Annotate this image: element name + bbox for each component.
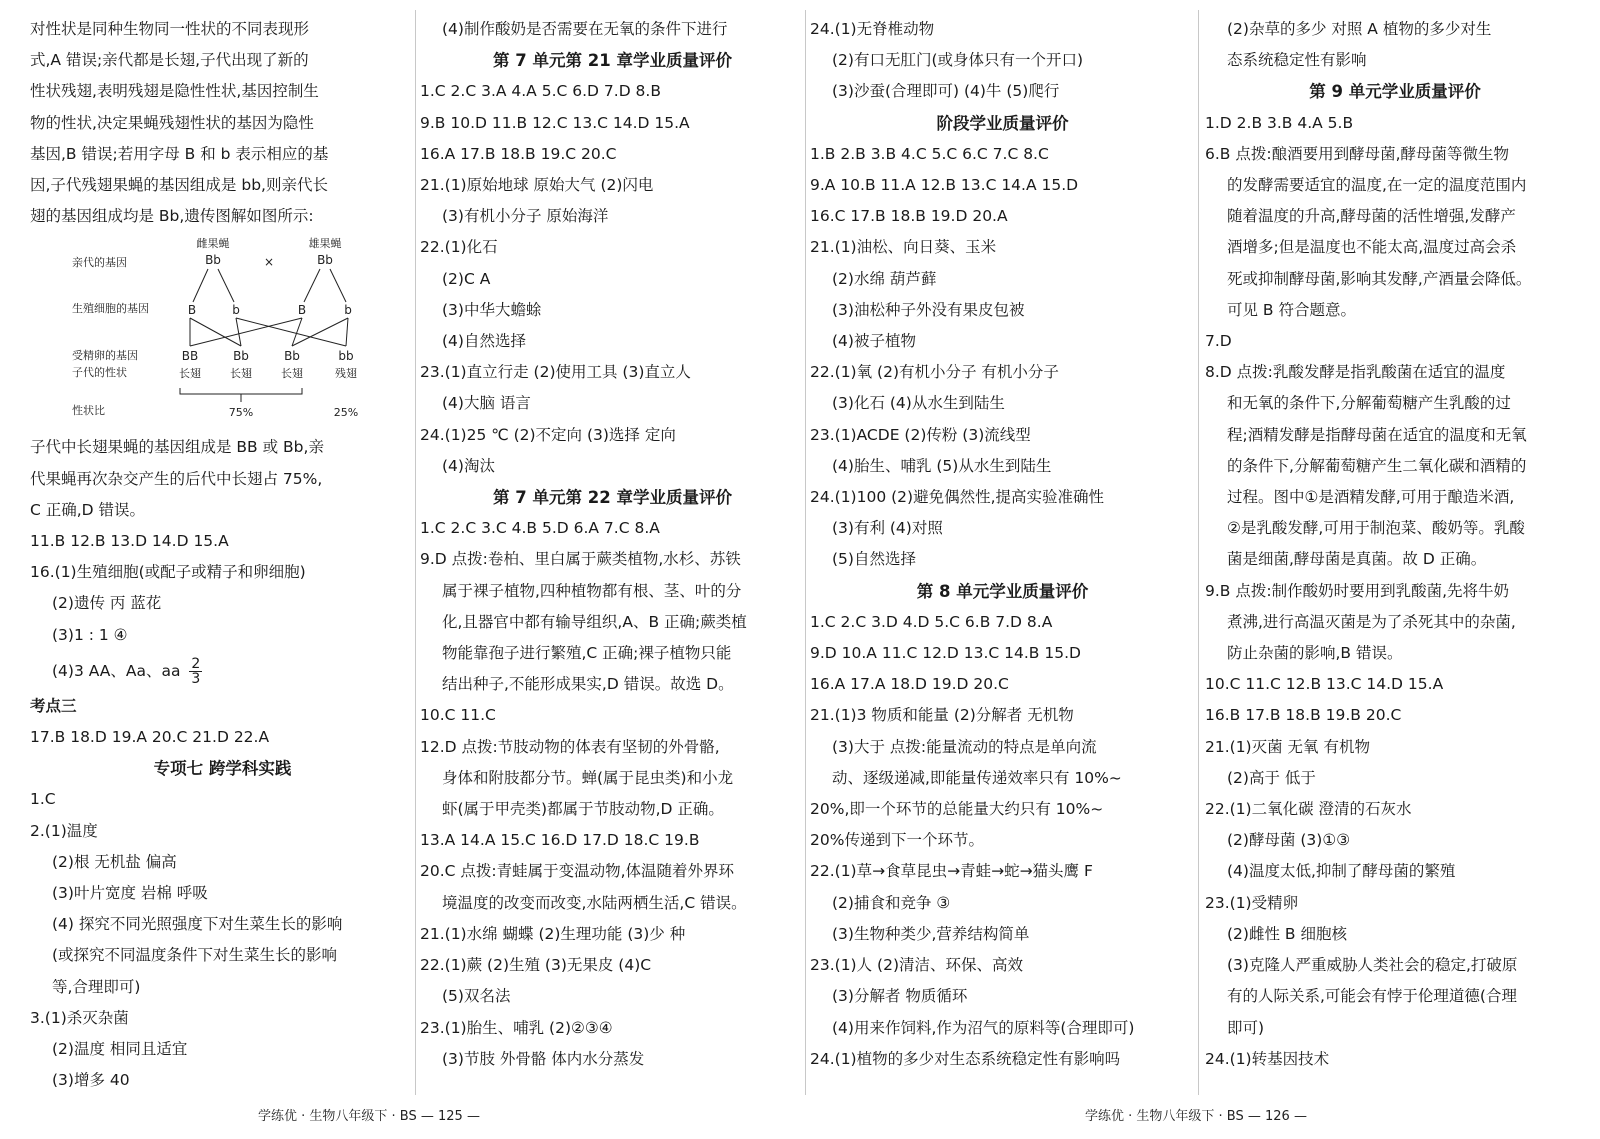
answer-line: 23.(1)直立行走 (2)使用工具 (3)直立人	[420, 363, 691, 382]
answer-line: 动、逐级递减,即能量传递效率只有 10%~	[832, 768, 1122, 787]
answer-line: (2)遗传 丙 蓝花	[52, 594, 162, 613]
fertilization-line	[190, 318, 302, 346]
fraction-numerator: 2	[191, 655, 201, 672]
answer-line: 9.A 10.B 11.A 12.B 13.C 14.A 15.D	[810, 176, 1079, 195]
section-heading: 第 8 单元学业质量评价	[916, 581, 1089, 601]
answer-line: 16.(1)生殖细胞(或配子或精子和卵细胞)	[30, 563, 306, 582]
answer-line: 和无氧的条件下,分解葡萄糖产生乳酸的过	[1227, 394, 1511, 413]
answer-line: 9.D 10.A 11.C 12.D 13.C 14.B 15.D	[810, 644, 1081, 663]
answer-line: 12.D 点拨:节肢动物的体表有坚韧的外骨骼,	[420, 737, 720, 756]
answer-line: (3)中华大蟾蜍	[442, 300, 542, 319]
column-divider	[805, 10, 806, 1095]
answer-line: 24.(1)植物的多少对生态系统稳定性有影响吗	[810, 1049, 1121, 1068]
answer-line: 等,合理即可)	[52, 977, 141, 996]
answer-line: (2)高于 低于	[1227, 768, 1316, 787]
answer-line: 境温度的改变而改变,水陆两栖生活,C 错误。	[442, 893, 747, 912]
answer-line: 的条件下,分解葡萄糖产生二氧化碳和酒精的	[1227, 456, 1527, 475]
answer-line: 1.C 2.C 3.A 4.A 5.C 6.D 7.D 8.B	[420, 82, 661, 101]
parent-male-label: 雄果蝇	[308, 237, 342, 251]
genetics-cross-diagram	[30, 236, 415, 426]
answer-line: 21.(1)灭菌 无氧 有机物	[1205, 737, 1370, 756]
text-block	[810, 139, 1195, 576]
section-heading: 考点三	[30, 696, 77, 715]
answer-line: (4)淘汰	[442, 456, 495, 475]
parent-female-label: 雌果蝇	[196, 237, 230, 251]
answer-line: 有的人际关系,可能会有悖于伦理道德(合理	[1227, 987, 1517, 1006]
page-footer-right: 学练优 · 生物八年级下 · BS — 126 —	[1085, 1109, 1307, 1124]
text-block	[30, 784, 415, 1096]
answer-line: 态系统稳定性有影响	[1227, 51, 1367, 70]
page-footer-left: 学练优 · 生物八年级下 · BS — 125 —	[258, 1109, 480, 1124]
answer-line: (3)化石 (4)从水生到陆生	[832, 394, 1005, 413]
gamete-line	[218, 269, 234, 302]
answer-line: 22.(1)二氧化碳 澄清的石灰水	[1205, 800, 1412, 819]
fraction	[189, 657, 202, 686]
section-heading: 第 9 单元学业质量评价	[1309, 82, 1481, 102]
row-label-ratio: 性状比	[72, 404, 105, 418]
answer-line: 17.B 18.D 19.A 20.C 21.D 22.A	[30, 728, 270, 747]
answer-line: 22.(1)蕨 (2)生殖 (3)无果皮 (4)C	[420, 956, 652, 975]
answer-line: 可见 B 符合题意。	[1227, 300, 1356, 319]
section-heading: 第 7 单元第 22 章学业质量评价	[493, 488, 732, 508]
text-block	[30, 432, 415, 526]
row-label-zygote-genes: 受精卵的基因	[72, 349, 138, 363]
answer-line: (4) 探究不同光照强度下对生菜生长的影响	[52, 915, 343, 934]
answer-line: 1.C	[30, 790, 56, 809]
answer-line: 20.C 点拨:青蛙属于变温动物,体温随着外界环	[420, 862, 735, 881]
parent-genotype-left: Bb	[205, 253, 221, 268]
answer-line: 16.A 17.A 18.D 19.D 20.C	[810, 675, 1009, 694]
answer-line: 煮沸,进行高温灭菌是为了杀死其中的杂菌,	[1227, 612, 1516, 631]
answer-line: (5)自然选择	[832, 550, 916, 569]
answer-line: 9.B 10.D 11.B 12.C 13.C 14.D 15.A	[420, 113, 690, 132]
answer-line: (2)杂草的多少 对照 A 植物的多少对生	[1227, 20, 1492, 38]
answer-line: 16.C 17.B 18.B 19.D 20.A	[810, 207, 1008, 226]
answer-line: 子代中长翅果蝇的基因组成是 BB 或 Bb,亲	[30, 438, 324, 457]
answer-line: (3)克隆人严重威胁人类社会的稳定,打破原	[1227, 956, 1518, 975]
answer-line: 16.A 17.B 18.B 19.C 20.C	[420, 144, 617, 163]
answer-line: (4)温度太低,抑制了酵母菌的繁殖	[1227, 862, 1456, 881]
answer-line: 20%,即一个环节的总能量大约只有 10%~	[810, 800, 1104, 819]
trait: 长翅	[230, 367, 252, 381]
answer-line: (5)双名法	[442, 987, 511, 1006]
answer-line: 6.B 点拨:酿酒要用到酵母菌,酵母菌等微生物	[1205, 144, 1509, 163]
text-block	[1205, 108, 1585, 1075]
answer-line: 结出种子,不能形成果实,D 错误。故选 D。	[442, 675, 734, 694]
answer-line: C 正确,D 错误。	[30, 500, 146, 519]
column-divider	[415, 10, 416, 1095]
text-block	[810, 14, 1195, 108]
text-block	[30, 14, 415, 232]
answer-line: 代果蝇再次杂交产生的后代中长翅占 75%,	[30, 469, 323, 488]
answer-line: (2)酵母菌 (3)①③	[1227, 831, 1351, 850]
answer-line: 16.B 17.B 18.B 19.B 20.C	[1205, 706, 1402, 725]
fertilization-line	[236, 318, 241, 346]
ratio-recessive: 25%	[333, 406, 359, 420]
answer-line: 菌是细菌,酵母菌是真菌。故 D 正确。	[1227, 550, 1487, 569]
answer-line: (2)有口无肛门(或身体只有一个开口)	[832, 51, 1084, 70]
answer-line: 1.B 2.B 3.B 4.C 5.C 6.C 7.C 8.C	[810, 144, 1049, 163]
answer-text: (4)3 AA、Aa、aa	[52, 661, 181, 680]
answer-line: 因,子代残翅果蝇的基因组成是 bb,则亲代长	[30, 176, 328, 195]
answer-line: 24.(1)无脊椎动物	[810, 20, 935, 38]
answer-line: 虾(属于甲壳类)都属于节肢动物,D 正确。	[442, 800, 724, 819]
answer-line: 随着温度的升高,酵母菌的活性增强,发酵产	[1227, 207, 1516, 226]
answer-line: 22.(1)氧 (2)有机小分子 有机小分子	[810, 363, 1059, 382]
zygote: bb	[338, 349, 354, 364]
answer-line: (4)制作酸奶是否需要在无氧的条件下进行	[442, 20, 728, 38]
answer-line: (3)大于 点拨:能量流动的特点是单向流	[832, 737, 1097, 756]
answer-line: ②是乳酸发酵,可用于制泡菜、酸奶等。乳酸	[1227, 519, 1525, 538]
text-block	[1205, 14, 1585, 76]
answer-line: (3)叶片宽度 岩棉 呼吸	[52, 884, 208, 903]
answer-line: 身体和附肢都分节。蝉(属于昆虫类)和小龙	[442, 768, 734, 787]
column-divider	[1198, 10, 1199, 1095]
answer-line: (3)有机小分子 原始海洋	[442, 207, 609, 226]
answer-line: 1.C 2.C 3.C 4.B 5.D 6.A 7.C 8.A	[420, 519, 660, 538]
zygote: Bb	[233, 349, 249, 364]
fraction-denominator: 3	[191, 670, 201, 687]
section-heading: 第 7 单元第 21 章学业质量评价	[493, 51, 732, 71]
answer-line: (3)油松种子外没有果皮包被	[832, 300, 1025, 319]
answer-line: 21.(1)3 物质和能量 (2)分解者 无机物	[810, 706, 1074, 725]
answer-line: 21.(1)水绵 蝴蝶 (2)生理功能 (3)少 种	[420, 924, 686, 943]
answer-line: (3)沙蚕(合理即可) (4)牛 (5)爬行	[832, 82, 1060, 101]
answer-line: 23.(1)受精卵	[1205, 893, 1299, 912]
column-4	[1205, 14, 1585, 1075]
section-heading: 阶段学业质量评价	[936, 113, 1069, 133]
answer-line: 化,且器官中都有输导组织,A、B 正确;蕨类植	[442, 612, 747, 631]
answer-line: 性状残翅,表明残翅是隐性性状,基因控制生	[30, 82, 319, 101]
answer-line: 24.(1)100 (2)避免偶然性,提高实验准确性	[810, 488, 1105, 507]
answer-line: 10.C 11.C	[420, 706, 496, 725]
answer-line: 20%传递到下一个环节。	[810, 831, 984, 850]
answer-line: 22.(1)草→食草昆虫→青蛙→蛇→猫头鹰 F	[810, 862, 1093, 881]
answer-line: (或探究不同温度条件下对生菜生长的影响	[52, 946, 338, 965]
answer-line: (2)水绵 葫芦藓	[832, 269, 937, 288]
zygote: Bb	[284, 349, 300, 364]
cross-symbol: ×	[263, 255, 275, 270]
answer-line: 物能靠孢子进行繁殖,C 正确;裸子植物只能	[442, 644, 732, 663]
answer-line: 式,A 错误;亲代都是长翅,子代出现了新的	[30, 51, 309, 70]
row-label-offspring-traits: 子代的性状	[72, 366, 127, 380]
answer-line: 程;酒精发酵是指酵母菌在适宜的温度和无氧	[1227, 425, 1527, 444]
parent-genotype-right: Bb	[317, 253, 333, 268]
answer-line: 属于裸子植物,四种植物都有根、茎、叶的分	[442, 581, 742, 600]
gamete: B	[187, 303, 197, 318]
answer-line: 23.(1)人 (2)清洁、环保、高效	[810, 956, 1023, 975]
answer-line: 8.D 点拨:乳酸发酵是指乳酸菌在适宜的温度	[1205, 363, 1506, 382]
fertilization-line	[346, 318, 348, 346]
answer-line: (2)根 无机盐 偏高	[52, 852, 177, 871]
answer-line	[30, 651, 415, 691]
answer-line: 10.C 11.C 12.B 13.C 14.D 15.A	[1205, 675, 1444, 694]
answer-line: (2)C A	[442, 269, 491, 288]
answer-line: (2)雌性 B 细胞核	[1227, 924, 1347, 943]
answer-line: (4)被子植物	[832, 332, 916, 351]
answer-line: (4)自然选择	[442, 332, 526, 351]
answer-line: 11.B 12.B 13.D 14.D 15.A	[30, 532, 229, 551]
answer-line: 23.(1)胎生、哺乳 (2)②③④	[420, 1018, 613, 1037]
answer-line: 过程。图中①是酒精发酵,可用于酿造米酒,	[1227, 488, 1515, 507]
answer-line: 1.D 2.B 3.B 4.A 5.B	[1205, 113, 1354, 132]
answer-line: (2)温度 相同且适宜	[52, 1040, 188, 1059]
answer-line: 21.(1)油松、向日葵、玉米	[810, 238, 997, 257]
gamete: b	[344, 303, 352, 318]
fertilization-line	[190, 318, 241, 346]
answer-line: 24.(1)25 ℃ (2)不定向 (3)选择 定向	[420, 425, 676, 444]
answer-line: 物的性状,决定果蝇残翅性状的基因为隐性	[30, 113, 314, 132]
answer-line: (2)捕食和竞争 ③	[832, 893, 951, 912]
answer-line: 酒增多;但是温度也不能太高,温度过高会杀	[1227, 238, 1517, 257]
answer-line: (3)生物种类少,营养结构简单	[832, 924, 1030, 943]
gamete-line	[304, 269, 320, 302]
answer-line: 即可)	[1227, 1018, 1265, 1037]
gamete: B	[297, 303, 307, 318]
answer-line: (3)增多 40	[52, 1071, 130, 1090]
answer-line: (4)用来作饲料,作为沼气的原料等(合理即可)	[832, 1018, 1135, 1037]
answer-line: 3.(1)杀灭杂菌	[30, 1008, 129, 1027]
gamete-line	[330, 269, 346, 302]
answer-line: (4)大脑 语言	[442, 394, 531, 413]
answer-line: 的发酵需要适宜的温度,在一定的温度范围内	[1227, 176, 1527, 195]
answer-line: 21.(1)原始地球 原始大气 (2)闪电	[420, 176, 654, 195]
section-heading: 专项七 跨学科实践	[153, 759, 292, 779]
answer-line: (3)分解者 物质循环	[832, 987, 968, 1006]
gamete: b	[232, 303, 240, 318]
trait: 残翅	[335, 367, 357, 381]
row-label-gamete-genes: 生殖细胞的基因	[72, 302, 149, 316]
answer-line: 死或抑制酵母菌,影响其发酵,产酒量会降低。	[1227, 269, 1532, 288]
column-2	[420, 14, 805, 1075]
answer-line: (4)胎生、哺乳 (5)从水生到陆生	[832, 456, 1052, 475]
answer-line: 23.(1)ACDE (2)传粉 (3)流线型	[810, 425, 1031, 444]
text-block	[810, 607, 1195, 1075]
answer-line: 13.A 14.A 15.C 16.D 17.D 18.C 19.B	[420, 831, 700, 850]
gamete-line	[193, 269, 208, 302]
answer-line: 9.D 点拨:卷柏、里白属于蕨类植物,水杉、苏铁	[420, 550, 741, 569]
ratio-dominant: 75%	[228, 406, 254, 420]
answer-line: 基因,B 错误;若用字母 B 和 b 表示相应的基	[30, 144, 329, 163]
answer-line: 7.D	[1205, 332, 1232, 351]
answer-line: 对性状是同种生物同一性状的不同表现形	[30, 20, 310, 38]
answer-line: 2.(1)温度	[30, 821, 98, 840]
zygote: BB	[181, 349, 199, 364]
column-3	[810, 14, 1195, 1075]
answer-line: 翅的基因组成均是 Bb,遗传图解如图所示:	[30, 207, 314, 226]
answer-line: 9.B 点拨:制作酸奶时要用到乳酸菌,先将牛奶	[1205, 581, 1509, 600]
answer-line: (3)有利 (4)对照	[832, 519, 943, 538]
answer-line: 1.C 2.C 3.D 4.D 5.C 6.B 7.D 8.A	[810, 612, 1053, 631]
answer-line: 防止杂菌的影响,B 错误。	[1227, 644, 1403, 663]
answer-line: (3)节肢 外骨骼 体内水分蒸发	[442, 1049, 645, 1068]
row-label-parent-genes: 亲代的基因	[72, 256, 127, 270]
answer-line: 22.(1)化石	[420, 238, 498, 257]
answer-line: 24.(1)转基因技术	[1205, 1049, 1330, 1068]
trait: 长翅	[179, 367, 201, 381]
text-block	[420, 76, 805, 482]
answer-line: (3)1 : 1 ④	[52, 625, 128, 644]
text-block	[420, 513, 805, 1075]
fertilization-line	[236, 318, 346, 346]
trait: 长翅	[281, 367, 303, 381]
dominant-group-bracket	[180, 388, 302, 394]
column-1	[30, 14, 415, 1096]
